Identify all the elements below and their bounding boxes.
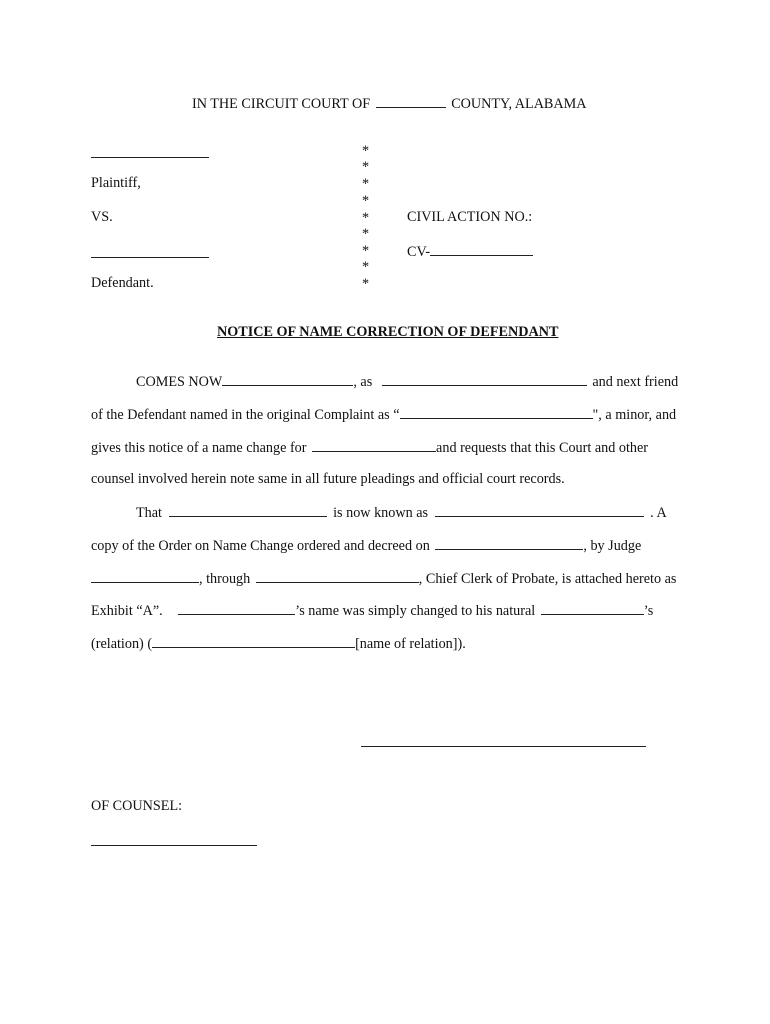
p2-line-1 [136,504,667,521]
p2-relation-open: (relation) ( [91,636,153,652]
p1-as: , as [353,374,373,390]
p2-line-2 [91,537,641,554]
p2-exhibit-a: Exhibit “A”. [91,603,163,619]
court-header [192,95,587,112]
case-number [407,243,533,260]
caption-asterisk: * [362,193,370,209]
defendant-label: Defendant. [91,275,154,291]
caption-asterisk: * [362,259,370,275]
relation-blank[interactable] [541,602,644,615]
p1-line-4: counsel involved herein note same in all future pleadings and official court records. [91,471,565,487]
civil-action-label: CIVIL ACTION NO.: [407,209,533,225]
caption-asterisk: * [362,276,370,292]
case-number-blank[interactable] [430,243,533,256]
p2-now-known-as: is now known as [333,505,429,521]
of-counsel-label: OF COUNSEL: [91,798,183,814]
movant-capacity-blank[interactable] [382,373,587,386]
p2-name-of-relation: [name of relation]). [355,636,466,652]
defendant-name-blank[interactable] [312,439,436,452]
movant-name-blank[interactable] [222,373,353,386]
p2-line-4 [91,602,653,619]
p1-original-complaint: of the Defendant named in the original Complaint as “ [91,407,400,423]
former-name-blank[interactable] [169,504,327,517]
court-header-prefix: IN THE CIRCUIT COURT OF [192,96,371,112]
caption-asterisk: * [362,226,370,242]
document-title: NOTICE OF NAME CORRECTION OF DEFENDANT [217,324,559,340]
p1-line-3 [91,439,648,456]
defendant-name-line[interactable] [91,257,209,258]
clerk-name-blank[interactable] [256,570,419,583]
caption-asterisk: * [362,159,370,175]
p1-minor: ", a minor, and [592,407,677,423]
original-name-blank[interactable] [400,406,593,419]
counsel-signature-line[interactable] [91,845,257,846]
relation-name-blank[interactable] [152,635,355,648]
p2-chief-clerk: , Chief Clerk of Probate, is attached hereto as [418,571,677,587]
p1-comes-now: COMES NOW [136,374,223,390]
vs-label: VS. [91,209,113,225]
caption-asterisk: * [362,243,370,259]
child-name-blank[interactable] [178,602,295,615]
caption-asterisk: * [362,210,370,226]
p2-that: That [136,505,162,521]
p2-line-3 [91,570,676,587]
p2-order-decreed: copy of the Order on Name Change ordered and decreed on [91,538,430,554]
order-date-blank[interactable] [435,537,583,550]
caption-asterisk: * [362,143,370,159]
p1-line-2 [91,406,676,423]
p1-name-change-for: gives this notice of a name change for [91,440,307,456]
plaintiff-label: Plaintiff, [91,175,141,191]
p2-a: . A [650,505,667,521]
p1-requests: and requests that this Court and other [436,440,649,456]
p2-through: , through [199,571,251,587]
p1-next-friend: and next friend [592,374,679,390]
p1-line-1 [136,373,678,390]
plaintiff-name-line[interactable] [91,157,209,158]
new-name-blank[interactable] [435,504,644,517]
p2-by-judge: , by Judge [583,538,642,554]
p2-name-changed: ’s name was simply changed to his natural [295,603,536,619]
cv-prefix: CV- [407,244,431,260]
county-blank[interactable] [376,95,446,108]
court-header-suffix: COUNTY, ALABAMA [451,96,587,112]
p2-line-5 [91,635,466,652]
judge-name-blank[interactable] [91,570,199,583]
p2-apostrophe-s: ’s [643,603,654,619]
signature-line[interactable] [361,746,646,747]
caption-asterisk: * [362,176,370,192]
